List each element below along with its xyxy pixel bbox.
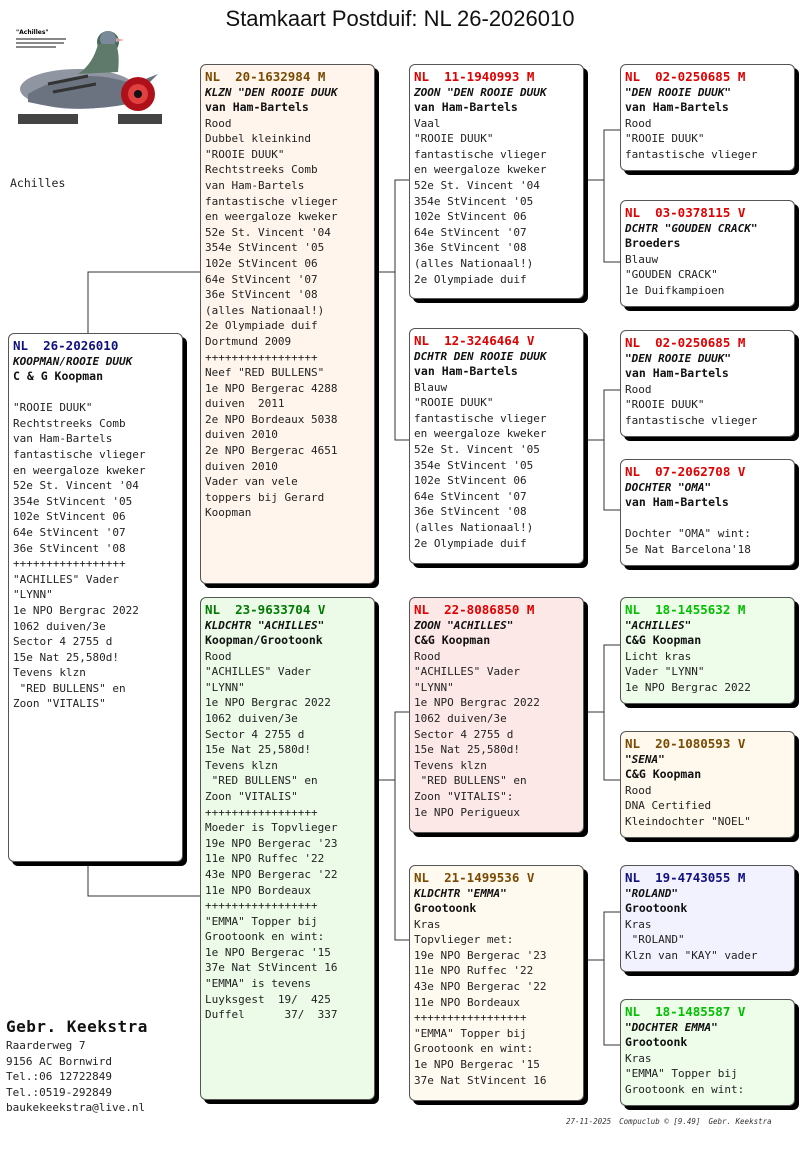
pigeon-owner: Broeders xyxy=(625,236,681,250)
info-line: duiven 2010 xyxy=(205,428,278,442)
pedigree-card-mother[interactable] xyxy=(200,597,375,1100)
info-line: (alles Nationaal!) xyxy=(205,303,325,317)
info-line: 36e StVincent '08 xyxy=(414,505,527,519)
pigeon-name: KOOPMAN/ROOIE DUUK xyxy=(13,355,133,368)
info-line: 15e Nat 25,580d! xyxy=(205,743,311,757)
ring-number: NL 02-0250685 M xyxy=(625,335,746,350)
info-line: Vader "LYNN" xyxy=(625,665,705,679)
info-line: 11e NPO Ruffec '22 xyxy=(205,852,325,866)
info-line: en weergaloze kweker xyxy=(205,210,338,224)
info-line: 64e StVincent '07 xyxy=(414,225,527,239)
info-line: "EMMA" Topper bij xyxy=(625,1067,738,1081)
info-line: 43e NPO Bergerac '22 xyxy=(414,979,547,993)
info-line: 52e St. Vincent '04 xyxy=(205,225,331,239)
pigeon-name: "DOCHTER EMMA" xyxy=(625,1021,718,1034)
ring-number: NL 22-8086850 M xyxy=(414,602,535,617)
info-line: Zoon "VITALIS" xyxy=(13,697,106,711)
ring-number: NL 20-1080593 V xyxy=(625,736,746,751)
info-line: 2e Olympiade duif xyxy=(205,319,318,333)
info-line: "EMMA" Topper bij xyxy=(205,914,318,928)
side-label: Achilles xyxy=(10,176,66,190)
info-line: toppers bij Gerard xyxy=(205,490,325,504)
breeder-info xyxy=(6,1016,148,1116)
info-line: 354e StVincent '05 xyxy=(13,494,133,508)
info-line: en weergaloze kweker xyxy=(414,427,547,441)
info-line: 11e NPO Ruffec '22 xyxy=(414,964,534,978)
info-line: "ACHILLES" Vader xyxy=(205,665,311,679)
info-line: Rood xyxy=(625,382,652,396)
breeder-name: Gebr. Keekstra xyxy=(6,1017,148,1036)
info-line xyxy=(625,511,790,527)
pedigree-card-mff[interactable] xyxy=(620,597,795,704)
info-line: 5e Nat Barcelona'18 xyxy=(625,542,751,556)
pigeon-name: DCHTR "GOUDEN CRACK" xyxy=(625,222,758,235)
info-line: Kras xyxy=(625,917,652,931)
info-line: 37e Nat StVincent 16 xyxy=(205,961,338,975)
pigeon-name: DCHTR DEN ROOIE DUUK xyxy=(414,350,547,363)
footer-date: 27-11-2025 xyxy=(566,1117,612,1126)
info-line: 2e NPO Bergerac 4651 xyxy=(205,444,338,458)
pedigree-card-fff[interactable] xyxy=(620,64,795,171)
footer xyxy=(566,1117,780,1126)
info-line: +++++++++++++++++ xyxy=(205,805,318,819)
info-line xyxy=(13,385,178,401)
info-line: "EMMA" is tevens xyxy=(205,977,311,991)
info-line: 1e NPO Bergrac 2022 xyxy=(205,696,331,710)
info-line: Neef "RED BULLENS" xyxy=(205,366,325,380)
info-line: Licht kras xyxy=(625,649,692,663)
info-line: van Ham-Bartels xyxy=(205,178,305,192)
info-line: Koopman xyxy=(205,506,252,520)
pedigree-card-mm[interactable] xyxy=(409,865,584,1101)
info-line: Dortmund 2009 xyxy=(205,334,292,348)
info-line: 37e Nat StVincent 16 xyxy=(414,1073,547,1087)
info-line: Sector 4 2755 d xyxy=(414,727,514,741)
info-line: 52e St. Vincent '04 xyxy=(13,479,139,493)
info-line: en weergaloze kweker xyxy=(13,463,146,477)
info-line: "GOUDEN CRACK" xyxy=(625,268,718,282)
pedigree-card-mmf[interactable] xyxy=(620,865,795,972)
info-line: Topvlieger met: xyxy=(414,933,514,947)
info-line: 11e NPO Bordeaux xyxy=(414,995,520,1009)
info-line: DNA Certified xyxy=(625,799,712,813)
info-line: Kleindochter "NOEL" xyxy=(625,814,751,828)
info-line: 354e StVincent '05 xyxy=(414,458,534,472)
ring-number: NL 18-1455632 M xyxy=(625,602,746,617)
info-line: Blauw xyxy=(414,380,448,394)
pedigree-card-ffm[interactable] xyxy=(620,200,795,307)
info-line: Grootoonk en wint: xyxy=(414,1042,534,1056)
info-line: 102e StVincent 06 xyxy=(414,210,527,224)
info-line: 36e StVincent '08 xyxy=(414,241,527,255)
pigeon-owner: van Ham-Bartels xyxy=(414,364,518,378)
info-line: "ROLAND" xyxy=(625,933,685,947)
info-line: Rood xyxy=(205,649,232,663)
info-line: Rood xyxy=(414,649,441,663)
info-line: fantastische vlieger xyxy=(625,413,758,427)
breeder-postcode: 9156 AC Bornwird xyxy=(6,1054,112,1068)
info-line: "ROOIE DUUK" xyxy=(625,132,705,146)
pigeon-owner: Koopman/Grootoonk xyxy=(205,633,323,647)
info-line: Moeder is Topvlieger xyxy=(205,821,338,835)
info-line: fantastische vlieger xyxy=(13,447,146,461)
info-line: Rechtstreeks Comb xyxy=(13,416,126,430)
ring-number: NL 26-2026010 xyxy=(13,338,119,353)
info-line: "ROOIE DUUK" xyxy=(205,147,285,161)
info-line: Grootoonk en wint: xyxy=(625,1082,745,1096)
ring-number: NL 12-3246464 V xyxy=(414,333,535,348)
info-line: "ROOIE DUUK" xyxy=(414,132,494,146)
info-line: 2e Olympiade duif xyxy=(414,272,527,286)
pigeon-name: "SENA" xyxy=(625,753,665,766)
info-line: +++++++++++++++++ xyxy=(13,557,126,571)
pigeon-owner: Grootoonk xyxy=(414,901,477,915)
logo-name: "Achilles" xyxy=(16,29,49,36)
ring-number: NL 07-2062708 V xyxy=(625,464,746,479)
info-line: 43e NPO Bergerac '22 xyxy=(205,867,338,881)
info-line: fantastische vlieger xyxy=(205,194,338,208)
ring-number: NL 02-0250685 M xyxy=(625,69,746,84)
info-line: Zoon "VITALIS": xyxy=(414,789,514,803)
info-line: 1062 duiven/3e xyxy=(205,711,298,725)
info-line: +++++++++++++++++ xyxy=(414,1011,527,1025)
info-line: 102e StVincent 06 xyxy=(13,510,126,524)
ring-number: NL 03-0378115 V xyxy=(625,205,746,220)
info-line: "LYNN" xyxy=(414,680,454,694)
info-line: Tevens klzn xyxy=(205,758,278,772)
ring-number: NL 23-9633704 V xyxy=(205,602,326,617)
info-line: (alles Nationaal!) xyxy=(414,520,534,534)
info-line: Kras xyxy=(414,917,441,931)
info-line: 19e NPO Bergerac '23 xyxy=(205,836,338,850)
info-line: "RED BULLENS" en xyxy=(205,774,318,788)
info-line: "ACHILLES" Vader xyxy=(13,572,119,586)
info-line: Dubbel kleinkind xyxy=(205,132,311,146)
page-title: Stamkaart Postduif: NL 26-2026010 xyxy=(225,6,575,31)
pigeon-owner: van Ham-Bartels xyxy=(414,100,518,114)
info-line: Rood xyxy=(625,116,652,130)
pigeon-name: ZOON "DEN ROOIE DUUK xyxy=(414,86,547,99)
info-line: en weergaloze kweker xyxy=(414,163,547,177)
info-line: Vaal xyxy=(414,116,441,130)
info-line: 1e Duifkampioen xyxy=(625,283,725,297)
info-line: Tevens klzn xyxy=(414,758,487,772)
pedigree-card-father[interactable] xyxy=(200,64,375,584)
info-line: Rechtstreeks Comb xyxy=(205,163,318,177)
footer-owner: Gebr. Keekstra xyxy=(708,1117,772,1126)
pigeon-owner: van Ham-Bartels xyxy=(625,366,729,380)
pigeon-name: "ACHILLES" xyxy=(625,619,692,632)
info-line: 1e NPO Bergerac '15 xyxy=(205,945,331,959)
info-line: fantastische vlieger xyxy=(414,411,547,425)
breeder-phone-2: Tel.:0519-292849 xyxy=(6,1085,112,1099)
info-line: Luyksgest 19/ 425 xyxy=(205,992,331,1006)
pigeon-owner: van Ham-Bartels xyxy=(625,495,729,509)
info-line: 11e NPO Bordeaux xyxy=(205,883,311,897)
info-line: 64e StVincent '07 xyxy=(414,489,527,503)
info-line: "ROOIE DUUK" xyxy=(625,398,705,412)
info-line: Sector 4 2755 d xyxy=(205,727,305,741)
footer-software: Compuclub © [9.49] xyxy=(619,1117,701,1126)
breeder-address: Raarderweg 7 xyxy=(6,1039,86,1052)
info-line: 64e StVincent '07 xyxy=(13,525,126,539)
info-line: +++++++++++++++++ xyxy=(205,899,318,913)
info-line: Duffel 37/ 337 xyxy=(205,1008,338,1022)
info-line: "ROOIE DUUK" xyxy=(414,396,494,410)
info-line: Tevens klzn xyxy=(13,666,86,680)
info-line: 1e NPO Bergrac 2022 xyxy=(13,603,139,617)
info-line: +++++++++++++++++ xyxy=(205,350,318,364)
info-line: duiven 2010 xyxy=(205,459,278,473)
info-line: Dochter "OMA" wint: xyxy=(625,527,751,541)
pigeon-name: KLDCHTR "ACHILLES" xyxy=(205,619,325,632)
pedigree-card-main[interactable] xyxy=(8,333,183,862)
info-line: "LYNN" xyxy=(13,588,53,602)
info-line: 1062 duiven/3e xyxy=(13,619,106,633)
ring-number: NL 11-1940993 M xyxy=(414,69,535,84)
pedigree-card-mf[interactable] xyxy=(409,597,584,833)
info-line: Klzn van "KAY" vader xyxy=(625,948,758,962)
pedigree-card-mmm[interactable] xyxy=(620,999,795,1106)
pigeon-name: "ROLAND" xyxy=(625,887,678,900)
ring-number: NL 18-1485587 V xyxy=(625,1004,746,1019)
info-line: 1e NPO Bergerac 4288 xyxy=(205,381,338,395)
info-line: 36e StVincent '08 xyxy=(13,541,126,555)
info-line: 2e Olympiade duif xyxy=(414,536,527,550)
info-line: "ROOIE DUUK" xyxy=(13,401,93,415)
info-line: 102e StVincent 06 xyxy=(414,474,527,488)
info-line: 15e Nat 25,580d! xyxy=(13,650,119,664)
pedigree-card-fmf[interactable] xyxy=(620,330,795,437)
pigeon-name: KLZN "DEN ROOIE DUUK xyxy=(205,86,338,99)
info-line: 354e StVincent '05 xyxy=(205,241,325,255)
info-line: Zoon "VITALIS" xyxy=(205,789,298,803)
pedigree-card-mfm[interactable] xyxy=(620,731,795,838)
ring-number: NL 21-1499536 V xyxy=(414,870,535,885)
info-line: 36e StVincent '08 xyxy=(205,288,318,302)
info-line: "EMMA" Topper bij xyxy=(414,1026,527,1040)
info-line: "LYNN" xyxy=(205,680,245,694)
breeder-email[interactable]: baukekeekstra@live.nl xyxy=(6,1101,146,1114)
pigeon-owner: C & G Koopman xyxy=(13,369,104,383)
pedigree-card-fm[interactable] xyxy=(409,328,584,564)
info-line: 1e NPO Bergrac 2022 xyxy=(625,680,751,694)
pigeon-name: KLDCHTR "EMMA" xyxy=(414,887,507,900)
info-line: 52e St. Vincent '04 xyxy=(414,178,540,192)
info-line: Blauw xyxy=(625,252,659,266)
info-line: Rood xyxy=(625,783,652,797)
pedigree-card-fmm[interactable] xyxy=(620,459,795,566)
pigeon-owner: C&G Koopman xyxy=(414,633,491,647)
pigeon-name: DOCHTER "OMA" xyxy=(625,481,712,494)
info-line: 64e StVincent '07 xyxy=(205,272,318,286)
info-line: 1e NPO Bergerac '15 xyxy=(414,1057,540,1071)
pigeon-name: "DEN ROOIE DUUK" xyxy=(625,86,731,99)
pigeon-owner: Grootoonk xyxy=(625,901,688,915)
info-line: Rood xyxy=(205,116,232,130)
pigeon-name: "DEN ROOIE DUUK" xyxy=(625,352,731,365)
pigeon-name: ZOON "ACHILLES" xyxy=(414,619,514,632)
info-line: 1e NPO Perigueux xyxy=(414,805,520,819)
info-line: Sector 4 2755 d xyxy=(13,635,113,649)
pigeon-owner: C&G Koopman xyxy=(625,767,702,781)
info-line: "ACHILLES" Vader xyxy=(414,665,520,679)
info-line: 102e StVincent 06 xyxy=(205,256,318,270)
pedigree-card-ff[interactable] xyxy=(409,64,584,299)
info-line: Grootoonk en wint: xyxy=(205,930,325,944)
info-line: fantastische vlieger xyxy=(414,147,547,161)
info-line: van Ham-Bartels xyxy=(13,432,113,446)
info-line: 1062 duiven/3e xyxy=(414,711,507,725)
info-line: 1e NPO Bergrac 2022 xyxy=(414,696,540,710)
info-line: fantastische vlieger xyxy=(625,147,758,161)
info-line: "RED BULLENS" en xyxy=(414,774,527,788)
pigeon-owner: C&G Koopman xyxy=(625,633,702,647)
info-line: Vader van vele xyxy=(205,475,298,489)
info-line: Kras xyxy=(625,1051,652,1065)
pigeon-owner: van Ham-Bartels xyxy=(205,100,309,114)
info-line: 354e StVincent '05 xyxy=(414,194,534,208)
info-line: 52e St. Vincent '05 xyxy=(414,442,540,456)
pigeon-owner: van Ham-Bartels xyxy=(625,100,729,114)
pigeon-owner: Grootoonk xyxy=(625,1035,688,1049)
info-line: 2e NPO Bordeaux 5038 xyxy=(205,412,338,426)
breeder-phone-1: Tel.:06 12722849 xyxy=(6,1070,112,1083)
ring-number: NL 19-4743055 M xyxy=(625,870,746,885)
ring-number: NL 20-1632984 M xyxy=(205,69,326,84)
info-line: "RED BULLENS" en xyxy=(13,681,126,695)
info-line: duiven 2011 xyxy=(205,397,285,411)
info-line: 15e Nat 25,580d! xyxy=(414,743,520,757)
info-line: (alles Nationaal!) xyxy=(414,256,534,270)
info-line: 19e NPO Bergerac '23 xyxy=(414,948,547,962)
